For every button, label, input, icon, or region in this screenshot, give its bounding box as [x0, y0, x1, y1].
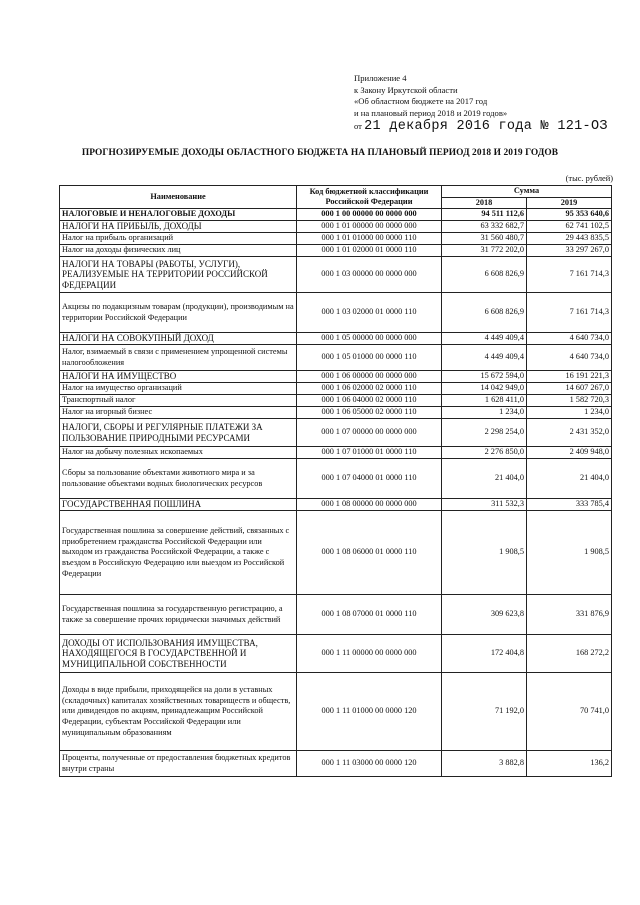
table-row — [60, 245, 612, 257]
row-name: Сборы за пользование объектами животного мира и за пользование объектами водных биологических ресурсов — [60, 459, 297, 499]
table-row — [60, 595, 612, 635]
row-value-2019: 62 741 102,5 — [527, 221, 612, 233]
table-row — [60, 383, 612, 395]
row-name: НАЛОГИ, СБОРЫ И РЕГУЛЯРНЫЕ ПЛАТЕЖИ ЗА ПОЛЬЗОВАНИЕ ПРИРОДНЫМИ РЕСУРСАМИ — [60, 419, 297, 447]
row-value-2019: 33 297 267,0 — [527, 245, 612, 257]
header-name: Наименование — [60, 186, 297, 209]
table-row — [60, 499, 612, 511]
date-prefix: от — [354, 121, 362, 132]
table-row — [60, 345, 612, 371]
row-value-2018: 1 234,0 — [442, 407, 527, 419]
appendix-block — [354, 73, 624, 134]
row-value-2019: 4 640 734,0 — [527, 333, 612, 345]
row-name: Налог на добычу полезных ископаемых — [60, 447, 297, 459]
table-row — [60, 459, 612, 499]
row-code: 000 1 07 04000 01 0000 110 — [297, 459, 442, 499]
row-code: 000 1 05 01000 00 0000 110 — [297, 345, 442, 371]
appendix-line-1: Приложение 4 — [354, 73, 407, 83]
row-value-2019: 70 741,0 — [527, 673, 612, 751]
row-value-2018: 71 192,0 — [442, 673, 527, 751]
table-row — [60, 447, 612, 459]
row-code: 000 1 03 00000 00 0000 000 — [297, 257, 442, 293]
row-value-2018: 4 449 409,4 — [442, 345, 527, 371]
row-value-2019: 7 161 714,3 — [527, 257, 612, 293]
table-row — [60, 257, 612, 293]
header-year-2019: 2019 — [527, 197, 612, 209]
row-name: Государственная пошлина за государственную регистрацию, а также за совершение прочих юридически значимых действий — [60, 595, 297, 635]
row-name: Налог, взимаемый в связи с применением упрощенной системы налогообложения — [60, 345, 297, 371]
row-name: Акцизы по подакцизным товарам (продукции), производимым на территории Российской Федерации — [60, 293, 297, 333]
row-code: 000 1 00 00000 00 0000 000 — [297, 209, 442, 221]
row-value-2019: 7 161 714,3 — [527, 293, 612, 333]
row-value-2019: 95 353 640,6 — [527, 209, 612, 221]
row-value-2018: 1 908,5 — [442, 511, 527, 595]
row-value-2018: 2 298 254,0 — [442, 419, 527, 447]
row-code: 000 1 07 00000 00 0000 000 — [297, 419, 442, 447]
row-code: 000 1 01 02000 01 0000 110 — [297, 245, 442, 257]
row-name: Налог на прибыль организаций — [60, 233, 297, 245]
table-row — [60, 333, 612, 345]
row-code: 000 1 11 03000 00 0000 120 — [297, 751, 442, 777]
header-code: Код бюджетной классификации Российской Федерации — [297, 186, 442, 209]
row-code: 000 1 08 06000 01 0000 110 — [297, 511, 442, 595]
row-value-2019: 16 191 221,3 — [527, 371, 612, 383]
row-value-2018: 3 882,8 — [442, 751, 527, 777]
table-row — [60, 419, 612, 447]
header-year-2018: 2018 — [442, 197, 527, 209]
row-name: Государственная пошлина за совершение действий, связанных с приобретением гражданства Российской Федерации или выходом из гражданства Российской Федерации, а также с въездом в Российскую Федерацию или выездом из Российской Федерации — [60, 511, 297, 595]
table-row — [60, 371, 612, 383]
appendix-line-2: к Закону Иркутской области — [354, 84, 458, 95]
row-code: 000 1 06 05000 02 0000 110 — [297, 407, 442, 419]
row-value-2019: 331 876,9 — [527, 595, 612, 635]
row-name: НАЛОГИ НА ТОВАРЫ (РАБОТЫ, УСЛУГИ), РЕАЛИЗУЕМЫЕ НА ТЕРРИТОРИИ РОССИЙСКОЙ ФЕДЕРАЦИИ — [60, 257, 297, 293]
row-value-2019: 2 409 948,0 — [527, 447, 612, 459]
row-name: Налог на игорный бизнес — [60, 407, 297, 419]
row-code: 000 1 06 04000 02 0000 110 — [297, 395, 442, 407]
row-value-2019: 136,2 — [527, 751, 612, 777]
law-date-number: 21 декабря 2016 года № 121-ОЗ — [364, 119, 608, 135]
row-code: 000 1 01 00000 00 0000 000 — [297, 221, 442, 233]
revenue-table — [59, 185, 612, 777]
row-value-2018: 15 672 594,0 — [442, 371, 527, 383]
row-value-2019: 1 908,5 — [527, 511, 612, 595]
row-value-2018: 31 772 202,0 — [442, 245, 527, 257]
row-value-2018: 4 449 409,4 — [442, 333, 527, 345]
row-name: НАЛОГОВЫЕ И НЕНАЛОГОВЫЕ ДОХОДЫ — [60, 209, 297, 221]
row-code: 000 1 07 01000 01 0000 110 — [297, 447, 442, 459]
row-value-2019: 168 272,2 — [527, 635, 612, 673]
row-value-2019: 14 607 267,0 — [527, 383, 612, 395]
appendix-line-3: «Об областном бюджете на 2017 год — [354, 96, 488, 107]
row-value-2018: 14 042 949,0 — [442, 383, 527, 395]
table-row — [60, 209, 612, 221]
row-name: НАЛОГИ НА СОВОКУПНЫЙ ДОХОД — [60, 333, 297, 345]
row-name: ГОСУДАРСТВЕННАЯ ПОШЛИНА — [60, 499, 297, 511]
table-row — [60, 511, 612, 595]
appendix-line-4: и на плановый период 2018 и 2019 годов» — [354, 107, 508, 118]
row-name: ДОХОДЫ ОТ ИСПОЛЬЗОВАНИЯ ИМУЩЕСТВА, НАХОДЯЩЕГОСЯ В ГОСУДАРСТВЕННОЙ И МУНИЦИПАЛЬНОЙ СОБСТВЕННОСТИ — [60, 635, 297, 673]
row-value-2019: 4 640 734,0 — [527, 345, 612, 371]
table-row — [60, 233, 612, 245]
row-code: 000 1 11 00000 00 0000 000 — [297, 635, 442, 673]
row-value-2018: 1 628 411,0 — [442, 395, 527, 407]
header-row — [60, 186, 612, 198]
row-value-2019: 29 443 835,5 — [527, 233, 612, 245]
row-code: 000 1 11 01000 00 0000 120 — [297, 673, 442, 751]
row-value-2018: 6 608 826,9 — [442, 293, 527, 333]
row-value-2018: 94 511 112,6 — [442, 209, 527, 221]
row-value-2018: 6 608 826,9 — [442, 257, 527, 293]
row-value-2018: 2 276 850,0 — [442, 447, 527, 459]
law-date-line — [354, 119, 624, 134]
header-sum: Сумма — [442, 186, 612, 198]
table-row — [60, 407, 612, 419]
row-name: НАЛОГИ НА ПРИБЫЛЬ, ДОХОДЫ — [60, 221, 297, 233]
row-value-2018: 309 623,8 — [442, 595, 527, 635]
row-value-2018: 31 560 480,7 — [442, 233, 527, 245]
row-code: 000 1 06 02000 02 0000 110 — [297, 383, 442, 395]
table-row — [60, 635, 612, 673]
row-value-2019: 1 234,0 — [527, 407, 612, 419]
row-value-2019: 333 785,4 — [527, 499, 612, 511]
table-row — [60, 293, 612, 333]
row-name: Транспортный налог — [60, 395, 297, 407]
row-name: Проценты, полученные от предоставления бюджетных кредитов внутри страны — [60, 751, 297, 777]
document-title: ПРОГНОЗИРУЕМЫЕ ДОХОДЫ ОБЛАСТНОГО БЮДЖЕТА НА ПЛАНОВЫЙ ПЕРИОД 2018 И 2019 ГОДОВ — [81, 148, 559, 158]
row-name: Доходы в виде прибыли, приходящейся на доли в уставных (складочных) капиталах хозяйственных товариществ и обществ, или дивидендов по акциям, принадлежащим Российской Федерации, субъектам Российской Федерации или муниципальным образованиям — [60, 673, 297, 751]
row-value-2019: 21 404,0 — [527, 459, 612, 499]
table-row — [60, 673, 612, 751]
row-name: Налог на имущество организаций — [60, 383, 297, 395]
table-row — [60, 395, 612, 407]
row-code: 000 1 08 07000 01 0000 110 — [297, 595, 442, 635]
row-code: 000 1 08 00000 00 0000 000 — [297, 499, 442, 511]
table-row — [60, 221, 612, 233]
units-label: (тыс. рублей) — [565, 174, 613, 183]
row-value-2018: 63 332 682,7 — [442, 221, 527, 233]
row-code: 000 1 03 02000 01 0000 110 — [297, 293, 442, 333]
table-row — [60, 751, 612, 777]
row-code: 000 1 01 01000 00 0000 110 — [297, 233, 442, 245]
row-value-2018: 172 404,8 — [442, 635, 527, 673]
row-name: Налог на доходы физических лиц — [60, 245, 297, 257]
row-code: 000 1 05 00000 00 0000 000 — [297, 333, 442, 345]
row-value-2019: 1 582 720,3 — [527, 395, 612, 407]
row-value-2019: 2 431 352,0 — [527, 419, 612, 447]
row-value-2018: 311 532,3 — [442, 499, 527, 511]
row-name: НАЛОГИ НА ИМУЩЕСТВО — [60, 371, 297, 383]
row-value-2018: 21 404,0 — [442, 459, 527, 499]
row-code: 000 1 06 00000 00 0000 000 — [297, 371, 442, 383]
